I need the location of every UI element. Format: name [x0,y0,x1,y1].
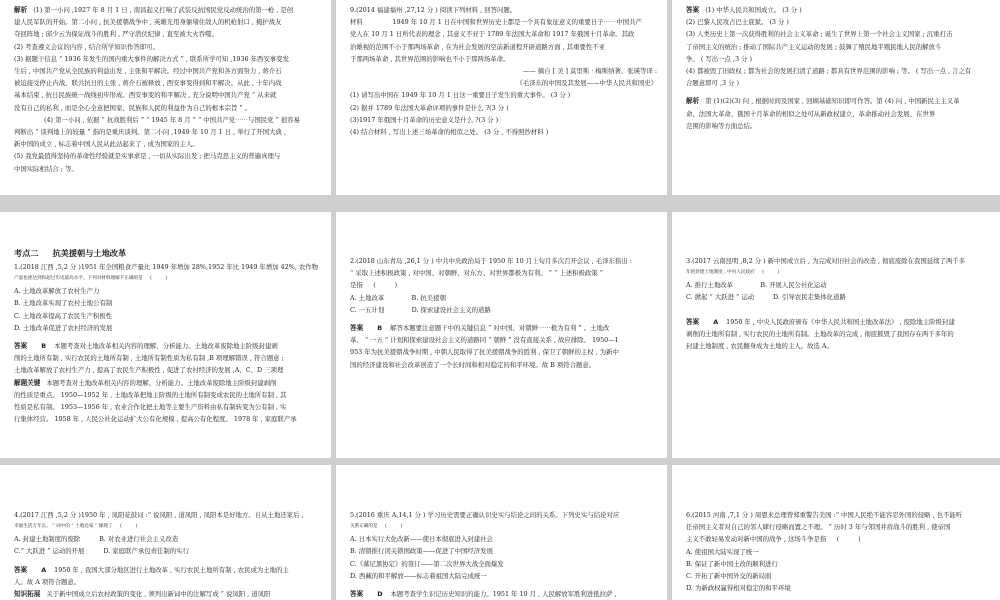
line-text: (3) 人类历史上第一次获得胜利的社会主义革命 ; 诞生了世界上第一个社会主义国家 ; 沉重打击 [686,30,953,39]
line-text: A. 推行土地改革 B. 开展人民公社化运动 [686,281,827,290]
line-text: 主义不敢轻易发动对新中国的战争 , 这场斗争是指 ( ) [686,535,861,544]
line-text: 3.(2017 云南昆明 ,8,2 分 ) 新中国成立后 , 为完成对旧社会的改造 , 彻底废除在我国延续了两千多 [686,257,966,265]
line-text: 人。故 A 项符合题意。 [14,577,81,586]
line-text: 是指 ( ) [350,281,398,290]
text-line [14,340,321,352]
line-text: (1) 中华人民共和国成立。 (3 分 ) [705,6,802,14]
text-line [686,4,990,16]
text-line [14,322,321,334]
text-line [350,292,657,304]
text-line [686,53,990,65]
line-text: 任帝国主义者对自己的邻人肆行侵略而置之不理。 ” 历时 3 年与邻国并肩战斗的胜利 , 使帝国 [686,523,951,532]
text-line [14,545,321,557]
text-line [14,413,321,425]
text-line [686,77,990,89]
line-text: (2) 巴黎人民攻占巴士底狱。 (3 分 ) [686,18,789,27]
line-text: 性质是私有制。 1953—1956 年 , 农业合作化把土地等主要生产资料由私有制转变为公有制 , 实 [14,403,287,412]
text-line [14,576,321,588]
text-line [14,28,321,40]
line-text: —— 摘自 [ 美 ] 莫里斯 · 梅斯纳著、张瑛等译 : [522,67,657,76]
line-text: 6.(2015 河南 ,7,1 分 ) 周恩来总理曾郑重警告美国 :“ 中国人民绝不能容忍外国的侵略 , 也不能听 [686,511,963,519]
section-label: 解析 [686,97,700,106]
text-line [14,509,321,521]
line-text: 国的经济建设和社会改革创造了一个长时间和相对稳定的和平环境。故 B 项符合题意。 [350,360,596,369]
line-text: 合题意即可 ,3 分 ) [686,79,740,88]
line-text: B. 保证了新中国土改的顺利进行 [686,559,778,568]
text-line [350,509,657,521]
line-text: 本题考查学生识记历史知识的能力。1951 年 10 月 , 人民解放军胜利进抵拉萨 , [390,590,617,599]
text-line [350,533,657,545]
text-line [350,89,657,101]
text-line [14,77,321,89]
line-text: 幸福生活万年长。 ” 词中的 “ 土地还家 ” 缘现了 ( ) [14,524,138,530]
line-text: 1.(2018 江西 ,5,2 分 )1951 年全国粮食产量比 1949 年增加 28%,1952 年比 1949 年增加 42%, 农作物 [14,263,319,271]
text-line [14,588,321,600]
line-text: 治雄视的范围不小于那两场革命 , 在为社会发展的空前新道程开辟道路方面 , 其重要性不亚 [350,42,606,51]
text-line [350,521,657,533]
section-label: 答案 [14,565,28,574]
line-text: 了帝国主义的统治 ; 推动了国际共产主义运动的发展 ; 鼓舞了殖民地半殖民地人民的解放斗 [686,42,942,51]
line-text: 没有自己的私利 , 而是全心全意把国家、民族和人民的利益作为自己的根本宗旨 ” 。 [14,103,252,112]
line-text: “ 采取上述积极政策 , 对中国、对朝鲜、对东方、对世界都极为有利。 ” “ 上述积极政策 ” [350,269,603,278]
text-line [350,570,657,582]
text-line [350,304,657,316]
text-line [686,28,990,40]
line-text: 产量也逐达到和超过历史最高水平。下列对材料理解不正确的是 ( ) [14,276,168,282]
text-line [350,267,657,279]
text-line [14,138,321,150]
line-text: 土地改革解放了农村生产力 , 提高了农民生产积极性 , 促进了农村经济的发展 ,A、C、D 三项理 [14,366,284,375]
text-line [350,41,657,53]
line-text: 1950 年 , 中央人民政府颁布《中华人民共和国土地改革法》 , 废除地主阶级封建 [726,317,955,326]
text-line [14,352,321,364]
page-tile [0,212,331,458]
line-text: 党人在 10 月 1 日所代表的理念 , 其意义不亚于 1789 年法国大革命和 1917 年俄国十月革命。其政 [350,30,635,39]
text-line [350,114,657,126]
line-text: 被迫接受停止内战、联共抗日的主张 , 蒋介石被释放 , 西安事变得到和平解决。从此 , 十年内战 [14,79,282,88]
text-line [686,120,990,132]
line-text: 第 (1)(2)(3) 问 , 根据时间及国家 , 回顾基础知识即可作答。第 (4) 问 , 中国新民主主义革 [705,97,960,106]
text-line [14,401,321,413]
section-label: 答案 [14,342,28,351]
line-text: 范围的影响等方面总结。 [686,121,757,130]
text-line [14,163,321,175]
line-text: D. 为新政权赢得相对稳定的和平环境 [686,584,791,593]
line-text: (1) 第一小问 ,1927 年 8 月 1 日 , 南昌起义打响了武装反抗国民党反动统治的第一枪 , 是创 [33,6,294,14]
text-line [14,364,321,376]
text-line [686,316,990,328]
line-text: (3)1917 年俄国十月革命的历史意义是什么 ?(3 分 ) [350,115,499,124]
text-line [686,16,990,28]
answer-letter: B [377,324,383,333]
text-line [14,285,321,297]
line-text: 行集体经营。 1958 年 , 人民公社化运动扩大公有化规模 , 提高公有化程度。 1978 年 , 家庭联产承 [14,415,297,424]
text-line [14,4,321,16]
page-tile [0,0,331,195]
line-text: C. 一五计划 D. 探索建设社会主义的道路 [350,305,491,314]
line-text: 解答本题要注意题干中的关键信息 “ 对中国、对朝鲜⋯⋯极为有利 ” 。土地改 [390,324,610,333]
section-label: 答案 [686,317,700,326]
line-text: 1950 年 , 我国大部分地区进行土地改革 , 实行农民土地所有制 , 农民成为土地的主 [54,565,289,574]
text-line [686,582,990,594]
text-line [686,267,990,279]
text-line [686,340,990,352]
line-text: (1) 请写出中国在 1949 年 10 月 1 日这一重要日子发生的重大事件。 (3 分 ) [350,91,571,100]
line-text: 中国实际相结合 ; 等。 [14,164,78,173]
line-text: 本题考查对土地改革相关内容的理解、分析能力。土地改革废除地主阶级封建剥 [54,342,278,351]
text-line [686,570,990,582]
line-text: C. 土地改革提高了农民生产积极性 [14,311,113,320]
text-line [686,546,990,558]
text-line [350,126,657,138]
line-text: 4.(2017 江西 ,5,2 分 )1950 年 , 凤阳花鼓词 :“ 说凤阳 , 道凤阳 , 凤阳本是好地方。自从土地还家后 , [14,511,304,519]
line-text: 夺回阵地 ; 邱少云为保证战斗的胜利 , 严守潜伏纪律 , 直至被大火吞噬。 [14,30,218,39]
line-text: 剥削的土地所有制 , 实行农民的土地所有制。土地改革的完成 , 彻底摧毁了我国存在两千多年的 [686,329,954,338]
line-text: A. 封建土地制度的废除 B. 对农业进行社会主义改造 [14,535,179,544]
line-text: D. 西藏的和平解放——标志着祖国大陆完成统一 [350,571,487,580]
section-label: 解析 [14,6,28,14]
line-text: 的性质是重点。 1950—1952 年 , 土地改革把地主阶级的土地所有制变成农民的土地所有制 , 其 [14,390,287,399]
text-line [350,322,657,334]
line-text: C. 开拓了新中国外交的新局面 [686,572,772,581]
line-text: 本题考查对土地改革相关内容的理解、分析能力。土地改革废除地主阶级封建剥削 [46,378,277,387]
line-text: (5) 我党最值得坚持的革命性经验就是实事求是 , 一切从实际出发 ; 把马克思主义的普遍真理与 [14,152,281,161]
line-text: 5.(2016 重庆 A,14,1 分 ) 学习历史需要正确认识史实与结论之间的关系。下列史实与结论对应 [350,511,620,519]
section-label: 答案 [350,590,364,599]
line-text: B. 清朝推行闭关锁国政策——促进了中国经济发展 [350,547,493,556]
text-line [350,334,657,346]
answer-letter: B [41,342,47,351]
text-line [686,521,990,533]
line-text: 建人民军队的开始。第二小问 , 抗美援朝战争中 , 英雄光用身躯堵住敌人的机枪射口 , 掩护战友 [14,18,282,27]
page-tile [336,465,667,600]
text-line [14,377,321,389]
text-line [350,359,657,371]
section-label: 答案 [350,324,364,333]
section-label: 解题关键 [14,378,41,387]
line-text: 命、法国大革命、俄国十月革命的相似之处可从新政权建立、革命推动社会发展、在世界 [686,109,936,118]
line-text: (4) 第一小问 , 依据 “ 抗战胜利后 ” “ 1945 年 8 月 ” “ 中国共产党⋯⋯与国民党 ” 很容易 [44,115,301,124]
line-text: 年的封建土地制度 , 中央人民政府 ( ) [686,270,780,276]
text-line [350,16,657,28]
line-text: 《毛泽东的中国及其发展——中华人民共和国史》 [516,79,657,88]
text-line [350,588,657,600]
line-text: C. 掀起 “ 大跃进 ” 运动 D. 引导农民走集体化道路 [686,293,846,302]
line-text: C.《慕尼黑协定》的签订——第二次世界大战全面爆发 [350,559,504,568]
text-line [686,41,990,53]
text-line [14,521,321,533]
text-line [350,545,657,557]
text-line [14,564,321,576]
text-line [14,89,321,101]
text-line [350,65,657,77]
line-text: A. 土地改革解放了农村生产力 [14,287,100,296]
page-tile [336,0,667,195]
section-label: 答案 [686,6,700,14]
line-text: 关系正确的是 ( ) [350,524,403,530]
text-line [686,65,990,77]
text-line [686,255,990,267]
text-line [14,16,321,28]
text-line [686,108,990,120]
text-line [14,102,321,114]
page-tile [672,0,1000,195]
line-text: 生后 , 中国共产党从全民族的利益出发 , 主张和平解决。经过中国共产党和各方面努力 , 蒋介石 [14,67,282,76]
page-tile [0,465,331,600]
text-line [14,150,321,162]
text-line [350,255,657,267]
text-line [350,28,657,40]
page-tile [672,465,1000,600]
line-text: 953 年为抗美援朝战争时期 , 中朝人民取得了抗美援朝战争的胜利 , 保卫了朝鲜的主权 , 为新中 [350,348,619,357]
line-text: 新中国的成立 , 标志着中国人民从此站起来了 , 成为国家的主人。 [14,140,199,149]
text-line [14,261,321,273]
section-label: 知识拓展 [14,590,41,599]
line-text: (2) 据并 1789 年法国大革命评项的事件是什么 ?(3 分 ) [350,103,509,112]
line-text: C.“ 大跃进 ” 运动的开展 D. 家庭联产承包责任制的实行 [14,547,189,556]
answer-letter: A [713,317,719,326]
text-line [14,126,321,138]
line-text: 材料 1949 年 10 月 1 日在中国和世界历史上都是一个具有象征意义的重要日子⋯⋯中国共产 [350,18,642,27]
text-line [14,273,321,285]
line-text: D. 土地改革促进了农村经济的发展 [14,323,113,332]
text-line [350,279,657,291]
text-line [686,533,990,545]
line-text: (4) 都被毁了旧政权 ; 都为社会的发展扫清了道路 ; 都具有世界范围的影响 ; 等。 ( 写出一点 , 言之有 [686,67,972,76]
line-text: 关于新中国成立后农村政策的变化 , 须列出新词中的注解写成 “ 说凤阳 , 道凤阳 [46,590,271,599]
page-tile [336,212,667,458]
text-line [350,77,657,89]
text-line [14,297,321,309]
text-line [350,558,657,570]
line-text: 2.(2018 山东青岛 ,26,1 分 ) 中共中央政治局于 1950 年 10 月上旬月多次召开会议 , 毛泽东指出 : [350,257,632,265]
page-tile [672,212,1000,458]
answer-letter: D [377,590,383,599]
text-line [350,102,657,114]
line-text: 基本结束 , 抗日民族统一战线初步形成。西安事变的和平解决 , 充分说明中国共产党 “ 从来就 [14,91,277,100]
text-line [350,53,657,65]
text-line [686,95,990,107]
line-text: (3) 据题干信息 “ 1936 年发生的国内重大事件的解决方式 ” , 联系所学可知 ,1936 年西安事变发 [14,54,289,63]
line-text: A. 日本实行大化改新——使日本彻底进入封建社会 [350,535,493,544]
text-line [14,114,321,126]
text-line [14,389,321,401]
text-line [686,328,990,340]
line-text: 削的土地所有制 , 实行农民的土地所有制 , 土地所有制性质为私有制 ,B 项理解错误 , 符合题意 ; [14,354,284,363]
text-line [14,41,321,53]
answer-letter: A [41,565,47,574]
text-line [14,65,321,77]
text-line [686,291,990,303]
line-text: 9.(2014 福建福州 ,27,12 分 ) 阅读下列材料 , 回答问题。 [350,6,517,14]
line-text: 革、 “ 一五 ” 计划和探索建设社会主义的道路同 “ 朝鲜 ” 没有直接关系 , 故应排除。 1950—1 [350,336,619,345]
line-text: B. 土地改革实现了农村土地公有制 [14,299,113,308]
text-line [686,558,990,570]
line-text: (2) 考查遵义会议的内容 , 结合所学知识作答即可。 [14,42,159,51]
text-line [350,346,657,358]
text-line [686,279,990,291]
text-line [686,509,990,521]
text-line [14,310,321,322]
text-line [350,4,657,16]
line-text: 封建土地制度 , 农民翻身成为土地的主人。故选 A。 [686,342,833,351]
line-text: 争。 ( 写出一点 ,3 分 ) [686,54,752,63]
line-text: (4) 结合材料 , 写出上述三场革命的相似之处。 (3 分 , 不得照抄材料 ) [350,128,549,137]
text-line [14,53,321,65]
spacer [686,304,990,316]
line-text: 判断出 “ 谈判地上的较量 ” 指的是重庆谈判。第二小问 ,1949 年 10 月 1 日 , 举行了开国大典 , [14,128,286,137]
line-text: A. 土地改革 B. 抗美援朝 [350,293,446,302]
section-heading: 考点二 抗美援朝与土地改革 [14,248,127,258]
line-text: A. 使祖国大陆实现了统一 [686,547,759,556]
line-text: 于那两场革命 , 其世界范围的影响也不小于那两场革命。 [350,54,510,63]
text-line [14,533,321,545]
